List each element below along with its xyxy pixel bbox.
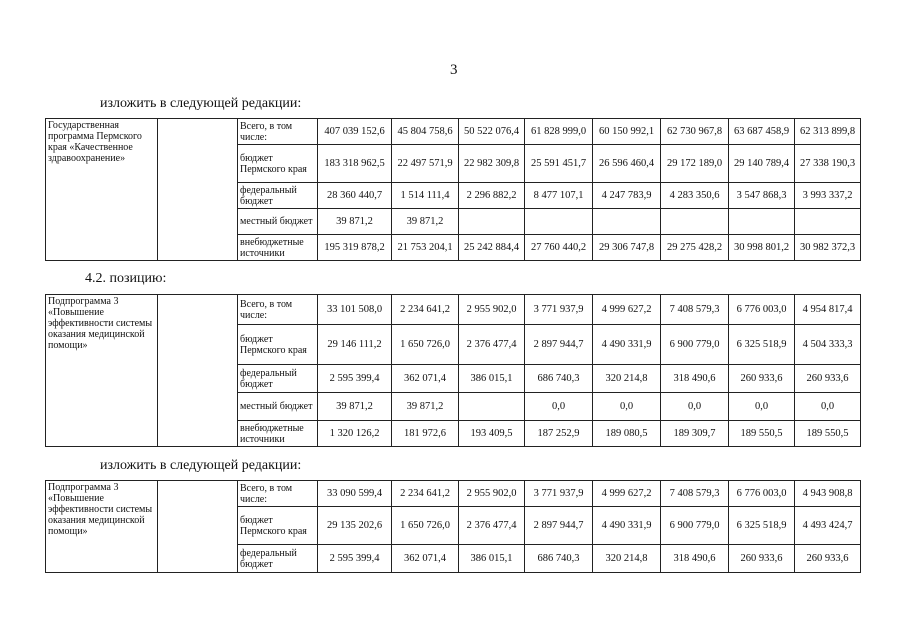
amount-cell: 189 550,5 (795, 421, 861, 447)
amount-cell: 29 135 202,6 (318, 507, 392, 545)
amount-cell: 7 408 579,3 (661, 295, 729, 325)
funding-source-cell: федеральный бюджет (238, 365, 318, 393)
amount-cell: 29 146 111,2 (318, 325, 392, 365)
amount-cell: 7 408 579,3 (661, 481, 729, 507)
amount-cell: 22 497 571,9 (392, 145, 459, 183)
amount-cell: 2 955 902,0 (459, 481, 525, 507)
amount-cell: 33 090 599,4 (318, 481, 392, 507)
amount-cell: 26 596 460,4 (593, 145, 661, 183)
amount-cell (459, 209, 525, 235)
amount-cell: 189 550,5 (729, 421, 795, 447)
amount-cell: 3 771 937,9 (525, 295, 593, 325)
amount-cell: 4 493 424,7 (795, 507, 861, 545)
amount-cell: 260 933,6 (729, 545, 795, 573)
amount-cell: 25 242 884,4 (459, 235, 525, 261)
amount-cell: 187 252,9 (525, 421, 593, 447)
amount-cell: 0,0 (525, 393, 593, 421)
amount-cell: 2 296 882,2 (459, 183, 525, 209)
amount-cell: 0,0 (729, 393, 795, 421)
amount-cell: 2 234 641,2 (392, 295, 459, 325)
amount-cell: 3 771 937,9 (525, 481, 593, 507)
amount-cell: 62 313 899,8 (795, 119, 861, 145)
amount-cell: 0,0 (795, 393, 861, 421)
amount-cell (661, 209, 729, 235)
subprogram-funding-table-new (45, 480, 861, 573)
amount-cell: 39 871,2 (392, 393, 459, 421)
funding-source-cell: Всего, в том числе: (238, 119, 318, 145)
amount-cell: 2 897 944,7 (525, 507, 593, 545)
amount-cell: 260 933,6 (795, 365, 861, 393)
heading-new-wording-2: изложить в следующей редакции: (100, 458, 302, 473)
amount-cell: 362 071,4 (392, 365, 459, 393)
amount-cell: 45 804 758,6 (392, 119, 459, 145)
funding-source-cell: внебюджетные источники (238, 235, 318, 261)
empty-column-cell (158, 295, 238, 447)
amount-cell: 6 325 518,9 (729, 507, 795, 545)
table-row (46, 295, 861, 325)
table-row (46, 119, 861, 145)
funding-source-cell: внебюджетные источники (238, 421, 318, 447)
amount-cell (795, 209, 861, 235)
amount-cell: 4 954 817,4 (795, 295, 861, 325)
amount-cell: 181 972,6 (392, 421, 459, 447)
amount-cell: 1 514 111,4 (392, 183, 459, 209)
amount-cell (459, 393, 525, 421)
funding-source-cell: Всего, в том числе: (238, 295, 318, 325)
heading-position: 4.2. позицию: (85, 271, 167, 286)
amount-cell: 4 999 627,2 (593, 295, 661, 325)
amount-cell: 4 283 350,6 (661, 183, 729, 209)
funding-source-cell: бюджет Пермского края (238, 507, 318, 545)
funding-source-cell: местный бюджет (238, 393, 318, 421)
amount-cell: 6 900 779,0 (661, 507, 729, 545)
funding-source-cell: местный бюджет (238, 209, 318, 235)
amount-cell (525, 209, 593, 235)
amount-cell: 320 214,8 (593, 365, 661, 393)
empty-column-cell (158, 119, 238, 261)
program-name-cell: Подпрограмма 3 «Повышение эффективности системы оказания медицинской помощи» (46, 481, 158, 573)
amount-cell: 0,0 (593, 393, 661, 421)
amount-cell: 4 999 627,2 (593, 481, 661, 507)
amount-cell: 1 320 126,2 (318, 421, 392, 447)
amount-cell: 50 522 076,4 (459, 119, 525, 145)
amount-cell: 30 982 372,3 (795, 235, 861, 261)
funding-source-cell: бюджет Пермского края (238, 145, 318, 183)
amount-cell: 27 338 190,3 (795, 145, 861, 183)
amount-cell: 60 150 992,1 (593, 119, 661, 145)
amount-cell: 30 998 801,2 (729, 235, 795, 261)
subprogram-funding-table-old (45, 294, 861, 447)
program-name-cell: Подпрограмма 3 «Повышение эффективности системы оказания медицинской помощи» (46, 295, 158, 447)
heading-new-wording-1: изложить в следующей редакции: (100, 96, 302, 111)
table-row (46, 481, 861, 507)
amount-cell: 39 871,2 (318, 209, 392, 235)
amount-cell: 27 760 440,2 (525, 235, 593, 261)
amount-cell: 33 101 508,0 (318, 295, 392, 325)
amount-cell: 189 309,7 (661, 421, 729, 447)
amount-cell: 4 490 331,9 (593, 325, 661, 365)
amount-cell: 39 871,2 (392, 209, 459, 235)
amount-cell: 260 933,6 (729, 365, 795, 393)
amount-cell: 4 504 333,3 (795, 325, 861, 365)
amount-cell: 260 933,6 (795, 545, 861, 573)
funding-source-cell: федеральный бюджет (238, 183, 318, 209)
amount-cell: 2 234 641,2 (392, 481, 459, 507)
amount-cell: 28 360 440,7 (318, 183, 392, 209)
amount-cell: 29 140 789,4 (729, 145, 795, 183)
program-funding-table (45, 118, 861, 261)
amount-cell: 2 595 399,4 (318, 545, 392, 573)
amount-cell: 686 740,3 (525, 545, 593, 573)
amount-cell (729, 209, 795, 235)
amount-cell: 8 477 107,1 (525, 183, 593, 209)
amount-cell: 2 897 944,7 (525, 325, 593, 365)
amount-cell: 4 490 331,9 (593, 507, 661, 545)
amount-cell: 0,0 (661, 393, 729, 421)
funding-source-cell: федеральный бюджет (238, 545, 318, 573)
amount-cell: 1 650 726,0 (392, 325, 459, 365)
funding-source-cell: Всего, в том числе: (238, 481, 318, 507)
amount-cell: 3 547 868,3 (729, 183, 795, 209)
amount-cell: 61 828 999,0 (525, 119, 593, 145)
amount-cell: 29 275 428,2 (661, 235, 729, 261)
amount-cell: 29 306 747,8 (593, 235, 661, 261)
amount-cell: 22 982 309,8 (459, 145, 525, 183)
amount-cell: 386 015,1 (459, 545, 525, 573)
amount-cell: 686 740,3 (525, 365, 593, 393)
amount-cell: 2 955 902,0 (459, 295, 525, 325)
amount-cell: 6 776 003,0 (729, 295, 795, 325)
amount-cell: 4 943 908,8 (795, 481, 861, 507)
amount-cell: 318 490,6 (661, 545, 729, 573)
amount-cell: 386 015,1 (459, 365, 525, 393)
program-name-cell: Государственная программа Пермского края «Качественное здравоохранение» (46, 119, 158, 261)
amount-cell: 63 687 458,9 (729, 119, 795, 145)
amount-cell: 6 776 003,0 (729, 481, 795, 507)
amount-cell: 6 325 518,9 (729, 325, 795, 365)
amount-cell: 29 172 189,0 (661, 145, 729, 183)
funding-source-cell: бюджет Пермского края (238, 325, 318, 365)
page-number: 3 (450, 62, 458, 78)
amount-cell: 25 591 451,7 (525, 145, 593, 183)
amount-cell: 4 247 783,9 (593, 183, 661, 209)
amount-cell: 318 490,6 (661, 365, 729, 393)
amount-cell: 1 650 726,0 (392, 507, 459, 545)
amount-cell: 3 993 337,2 (795, 183, 861, 209)
amount-cell: 362 071,4 (392, 545, 459, 573)
amount-cell: 2 376 477,4 (459, 325, 525, 365)
amount-cell: 2 595 399,4 (318, 365, 392, 393)
amount-cell: 6 900 779,0 (661, 325, 729, 365)
amount-cell: 39 871,2 (318, 393, 392, 421)
amount-cell: 21 753 204,1 (392, 235, 459, 261)
amount-cell: 2 376 477,4 (459, 507, 525, 545)
amount-cell: 189 080,5 (593, 421, 661, 447)
amount-cell (593, 209, 661, 235)
amount-cell: 193 409,5 (459, 421, 525, 447)
amount-cell: 320 214,8 (593, 545, 661, 573)
amount-cell: 183 318 962,5 (318, 145, 392, 183)
amount-cell: 407 039 152,6 (318, 119, 392, 145)
amount-cell: 195 319 878,2 (318, 235, 392, 261)
empty-column-cell (158, 481, 238, 573)
amount-cell: 62 730 967,8 (661, 119, 729, 145)
